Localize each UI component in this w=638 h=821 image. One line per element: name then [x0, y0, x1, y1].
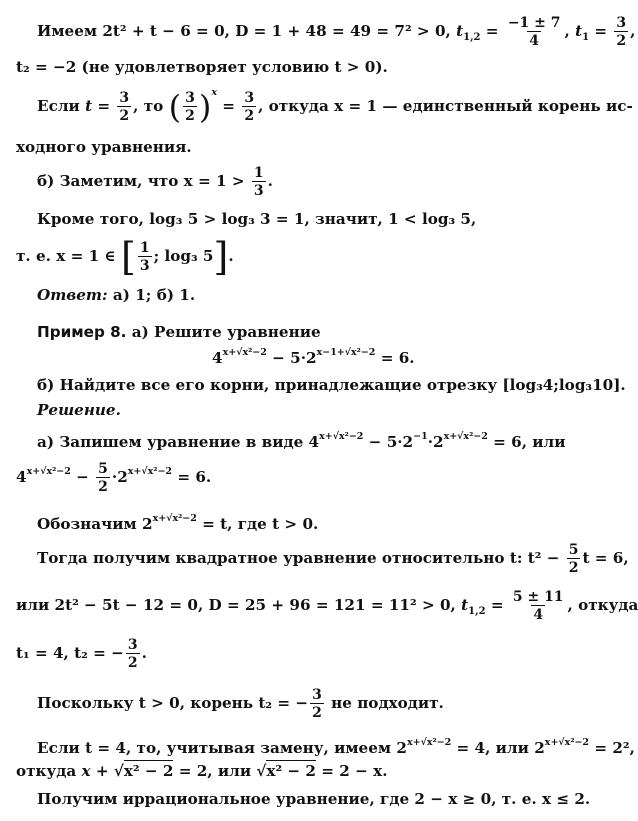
- numerator: −1 ± 7: [507, 15, 561, 31]
- radicand: x² − 2: [266, 762, 316, 780]
- var-t: t: [575, 22, 583, 40]
- line-back-substitution: [37, 738, 635, 756]
- text-segment: = 6.: [172, 468, 212, 486]
- bracket-close: ]: [213, 235, 229, 279]
- text-segment: = t, где t > 0.: [196, 515, 319, 533]
- answer-label: Ответ:: [37, 286, 108, 304]
- text-segment: = 6.: [375, 349, 415, 367]
- text-segment: Поскольку t > 0, корень: [37, 694, 254, 712]
- fraction: [567, 543, 581, 575]
- text-segment: =: [222, 97, 236, 115]
- denominator: 2: [98, 479, 108, 495]
- text-segment: или 2t² − 5t − 12 = 0, D = 25 + 96 = 121 = 11² > 0,: [16, 596, 456, 614]
- text-segment: = 2 − x.: [315, 762, 388, 780]
- text-segment: − 5·2: [363, 433, 414, 451]
- base: 4: [212, 349, 223, 367]
- bracket-open: [: [120, 235, 136, 279]
- text-segment: − 5·: [266, 349, 306, 367]
- subscript: 1,2: [468, 606, 486, 618]
- exponent: x+√x²−2: [152, 513, 197, 524]
- denominator: 2: [244, 108, 255, 124]
- text-segment: .: [267, 172, 273, 190]
- line-quadratic-roots: или 2t² − 5t − 12 = 0, D = 25 + 96 = 121 = 11² > 0, $t_{1,2}$ = $\frac{5 \pm 11}{4}$ , откуда: [16, 589, 638, 623]
- fraction: [96, 462, 110, 494]
- denominator: 2: [127, 655, 138, 671]
- text-segment: а) Решите уравнение: [126, 323, 321, 341]
- line-irrational: откуда x + √x² − 2 = 2, или √x² − 2 = 2 − x.: [16, 762, 388, 780]
- text-segment: Обозначим: [37, 515, 137, 533]
- text-segment: а) Запишем уравнение в виде: [37, 433, 304, 451]
- text-segment: Имеем 2t² + t − 6 = 0, D = 1 + 48 = 49 = 7² > 0,: [37, 22, 457, 40]
- denominator: 2: [568, 560, 579, 576]
- solution-label: Решение.: [37, 401, 121, 419]
- base: 2: [306, 349, 317, 367]
- exponent: x+√x²−2: [544, 737, 590, 748]
- paren-close: ): [198, 88, 212, 126]
- fraction: [138, 241, 152, 273]
- text-segment: откуда: [16, 762, 77, 780]
- text-segment: ·2: [111, 468, 128, 486]
- line-example-title: [37, 325, 321, 340]
- text-segment: = 2²,: [589, 739, 635, 757]
- text-segment: x +: [81, 762, 109, 780]
- text-segment: .: [141, 644, 147, 662]
- exponent: x+√x²−2: [319, 431, 364, 442]
- line-original-eq: ходного уравнения.: [16, 138, 192, 156]
- line-t2-rejected: t₂ = −2 (не удовлетворяет условию t > 0).: [16, 58, 388, 76]
- denominator: 3: [139, 258, 150, 274]
- numerator: 1: [253, 165, 264, 181]
- numerator: 1: [139, 240, 150, 256]
- line-discriminant: Имеем 2t² + t − 6 = 0, D = 1 + 48 = 49 = 7² > 0, $t_{1,2}$ = $\frac{-1 \pm 7}{4}$ , $t_1$ = $\frac{3}{2}$ ,: [37, 15, 636, 49]
- denominator: 4: [533, 607, 544, 623]
- text-segment: t₂ = −: [258, 694, 309, 712]
- fraction: [511, 590, 566, 622]
- exponent: x+√x²−2: [443, 431, 488, 442]
- line-substitution: [37, 514, 318, 532]
- numerator: 5: [98, 461, 108, 477]
- text-segment: ; log₃ 5: [153, 247, 214, 265]
- text-segment: Тогда получим квадратное уравнение относительно t: t² −: [37, 549, 560, 567]
- fraction: [117, 91, 131, 123]
- denominator: 2: [119, 108, 130, 124]
- denominator: 2: [185, 108, 195, 124]
- numerator: 5 ± 11: [512, 589, 564, 605]
- exponent: x+√x²−2: [222, 347, 267, 358]
- denominator: 3: [253, 183, 264, 199]
- line-quadratic: [37, 543, 629, 575]
- text-segment: Если t = 4, то, учитывая замену, имеем: [37, 739, 392, 757]
- denominator: 4: [529, 33, 540, 49]
- line-note-b: [37, 166, 273, 198]
- numerator: 5: [568, 542, 579, 558]
- text-segment: б) Заметим, что x = 1 >: [37, 172, 245, 190]
- fraction: [310, 688, 324, 720]
- numerator: 3: [185, 90, 195, 106]
- line-rewrite: [37, 432, 566, 450]
- exponent: x: [211, 87, 217, 98]
- paren-open: (: [168, 88, 182, 126]
- base: 4: [308, 433, 320, 451]
- line-answer: [37, 288, 195, 303]
- base: 2: [396, 739, 407, 757]
- base: 2: [534, 739, 545, 757]
- text-segment: −: [70, 468, 89, 486]
- numerator: 3: [244, 90, 255, 106]
- text-segment: Если: [37, 97, 80, 115]
- denominator: 2: [312, 705, 322, 721]
- radicand: x² − 2: [123, 762, 174, 780]
- text-segment: т. е. x = 1 ∈: [16, 247, 116, 265]
- line-solution-label: [37, 403, 121, 418]
- text-segment: ·2: [427, 433, 444, 451]
- line-roots-values: [16, 638, 147, 670]
- numerator: 3: [312, 687, 322, 703]
- text-segment: t =: [85, 97, 111, 115]
- line-log-compare: Кроме того, log₃ 5 > log₃ 3 = 1, значит, 1 < log₃ 5,: [37, 210, 477, 228]
- text-segment: , откуда: [567, 596, 638, 614]
- text-segment: не подходит.: [331, 694, 444, 712]
- line-if-t: [37, 87, 633, 126]
- line-interval: т. е. x = 1 ∈ [ $\frac{1}{3}$ ; log₃ 5].: [16, 235, 234, 279]
- numerator: 3: [127, 637, 138, 653]
- fraction: [183, 91, 197, 123]
- base: 2: [142, 515, 153, 533]
- text-segment: t₁ = 4,: [16, 644, 69, 662]
- base: 4: [16, 468, 27, 486]
- line-rewrite-2: [16, 462, 211, 494]
- fraction-roots: [506, 16, 563, 48]
- fraction: [242, 91, 256, 123]
- text-segment: = 2, или: [173, 762, 252, 780]
- numerator: 3: [119, 90, 130, 106]
- line-reject-root: [37, 688, 444, 720]
- fraction-t1: [614, 16, 628, 48]
- var-t: t: [461, 596, 469, 614]
- text-segment: = 4, или: [451, 739, 529, 757]
- example-heading: Пример 8.: [37, 323, 127, 341]
- text-segment: , откуда x = 1 — единственный корень ис-: [258, 97, 633, 115]
- display-equation: [212, 348, 415, 366]
- line-task-b: б) Найдите все его корни, принадлежащие отрезку [log₃4;log₃10].: [37, 376, 626, 394]
- text-segment: t₂ = −: [74, 644, 124, 662]
- exponent: x+√x²−2: [127, 466, 173, 477]
- fraction: [252, 166, 266, 198]
- denominator: 2: [616, 33, 627, 49]
- fraction: [126, 638, 140, 670]
- line-condition: Получим иррациональное уравнение, где 2 − x ≥ 0, т. е. x ≤ 2.: [37, 790, 591, 808]
- answer-text: а) 1; б) 1.: [107, 286, 196, 304]
- subscript: 1,2: [463, 32, 481, 44]
- text-segment: , то: [133, 97, 164, 115]
- var-t: t: [456, 22, 464, 40]
- numerator: 3: [616, 15, 627, 31]
- text-segment: = 6, или: [487, 433, 566, 451]
- text-segment: t = 6,: [582, 549, 629, 567]
- exponent: −1: [413, 431, 428, 442]
- exponent: x+√x²−2: [406, 737, 452, 748]
- exponent: x+√x²−2: [26, 466, 71, 477]
- exponent: x−1+√x²−2: [316, 347, 376, 358]
- subscript: 1: [582, 32, 590, 44]
